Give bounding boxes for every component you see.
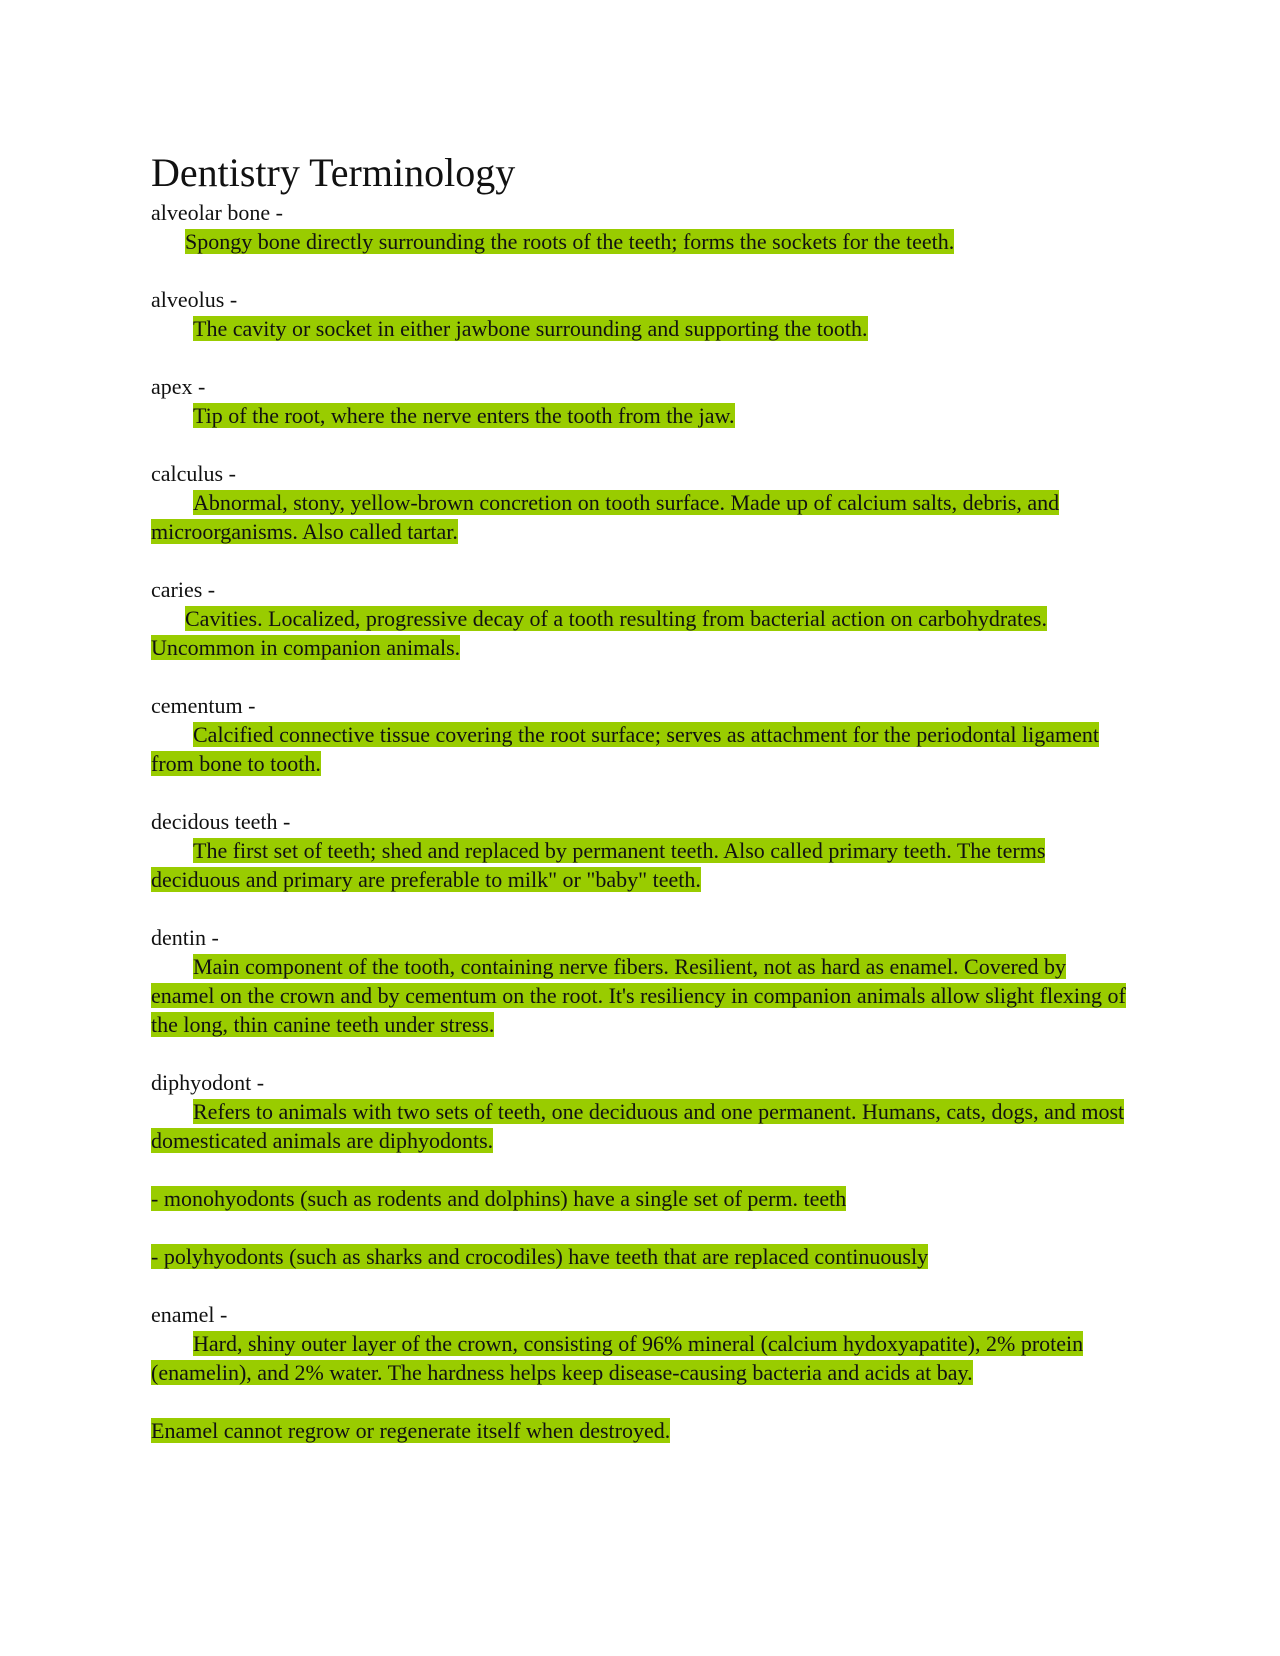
highlighted-text: Spongy bone directly surrounding the roots of the teeth; forms the sockets for the teeth.	[185, 229, 955, 254]
document-title: Dentistry Terminology	[151, 150, 516, 195]
term-label: caries -	[151, 577, 216, 602]
term-entry-caries	[151, 575, 1131, 662]
highlighted-text: Abnormal, stony, yellow-brown concretion on tooth surface. Made up of calcium salts, debris, and microorganisms. Also called tartar.	[151, 490, 1060, 544]
term-entry-calculus	[151, 459, 1131, 546]
term-definition	[151, 401, 1131, 430]
term-entry-apex	[151, 372, 1131, 430]
document-page	[151, 148, 1131, 1474]
highlighted-text: Tip of the root, where the nerve enters the tooth from the jaw.	[193, 403, 735, 428]
highlighted-text: Enamel cannot regrow or regenerate itself when destroyed.	[151, 1418, 671, 1443]
term-label: alveolar bone -	[151, 200, 283, 225]
highlighted-text: Calcified connective tissue covering the root surface; serves as attachment for the periodontal ligament from bone to tooth.	[151, 722, 1099, 776]
term-entry-alveolus	[151, 285, 1131, 343]
term-label: decidous teeth -	[151, 809, 291, 834]
term-definition	[151, 720, 1131, 778]
highlighted-text: Main component of the tooth, containing nerve fibers. Resilient, not as hard as enamel. Covered by enamel on the crown and by cementum on the root. It's resiliency in companion animals allow slight flexing of the long, thin canine teeth under stress.	[151, 954, 1126, 1037]
term-definition	[151, 952, 1131, 1039]
highlighted-text: - monohyodonts (such as rodents and dolphins) have a single set of perm. teeth	[151, 1186, 847, 1211]
term-definition	[151, 488, 1131, 546]
highlighted-text: Cavities. Localized, progressive decay of a tooth resulting from bacterial action on carbohydrates. Uncommon in companion animals.	[151, 606, 1047, 660]
term-entry-diphyodont	[151, 1068, 1131, 1271]
term-label: enamel -	[151, 1302, 228, 1327]
term-label: dentin -	[151, 925, 219, 950]
highlighted-text: Refers to animals with two sets of teeth, one deciduous and one permanent. Humans, cats, dogs, and most domesticated animals are diphyodonts.	[151, 1099, 1125, 1153]
term-definition	[151, 227, 1131, 256]
term-entry-cementum	[151, 691, 1131, 778]
term-label: alveolus -	[151, 287, 238, 312]
term-label: apex -	[151, 374, 206, 399]
term-definition	[151, 1097, 1131, 1155]
term-note	[151, 1416, 1131, 1445]
term-note	[151, 1184, 1131, 1213]
highlighted-text: - polyhyodonts (such as sharks and crocodiles) have teeth that are replaced continuously	[151, 1244, 929, 1269]
term-definition	[151, 314, 1131, 343]
term-definition	[151, 836, 1131, 894]
term-label: diphyodont -	[151, 1070, 265, 1095]
term-note	[151, 1242, 1131, 1271]
term-entry-enamel	[151, 1300, 1131, 1445]
highlighted-text: Hard, shiny outer layer of the crown, consisting of 96% mineral (calcium hydoxyapatite), 2% protein (enamelin), and 2% water. The hardness helps keep disease-causing bacteria and acids at bay.	[151, 1331, 1084, 1385]
highlighted-text: The first set of teeth; shed and replaced by permanent teeth. Also called primary teeth. The terms deciduous and primary are preferable to milk" or "baby" teeth.	[151, 838, 1046, 892]
term-definition	[151, 1329, 1131, 1387]
term-entry-dentin	[151, 923, 1131, 1039]
term-entry-decidous-teeth	[151, 807, 1131, 894]
term-definition	[151, 604, 1131, 662]
term-entry-alveolar-bone	[151, 198, 1131, 256]
term-label: cementum -	[151, 693, 256, 718]
term-label: calculus -	[151, 461, 236, 486]
highlighted-text: The cavity or socket in either jawbone surrounding and supporting the tooth.	[193, 316, 868, 341]
